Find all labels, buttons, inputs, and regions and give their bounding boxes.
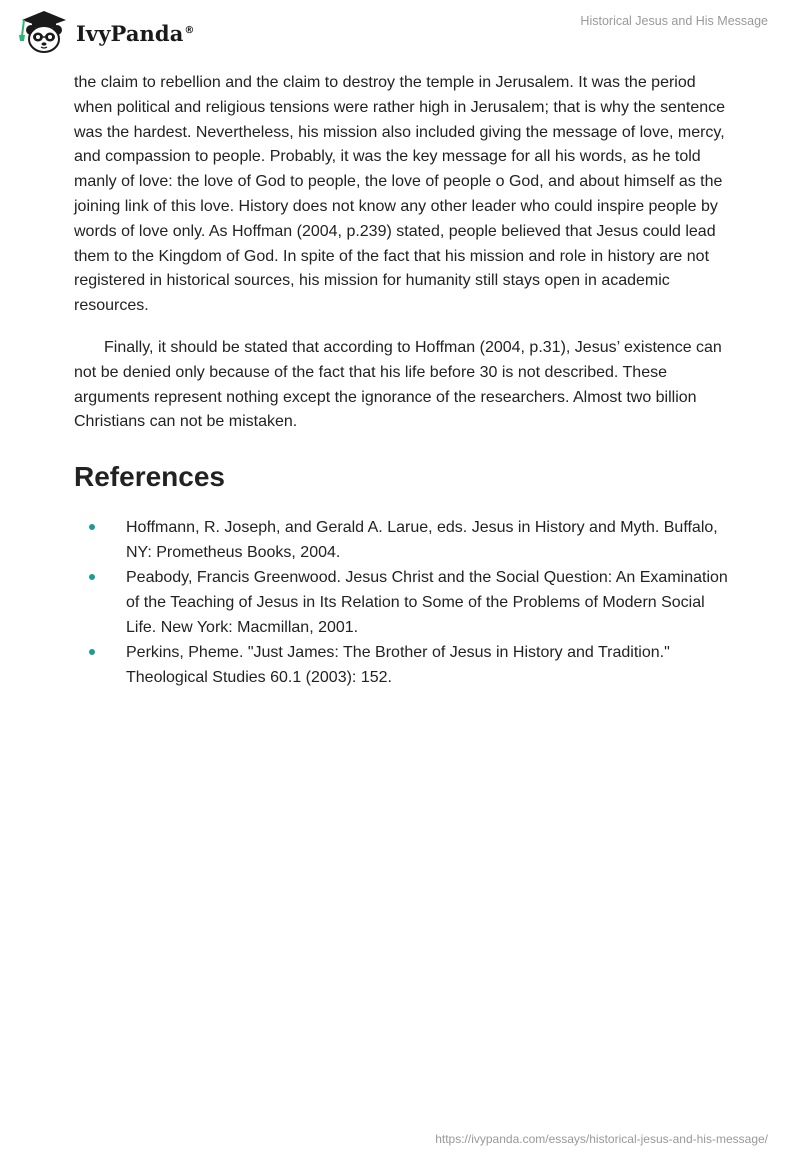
- reference-text: Peabody, Francis Greenwood. Jesus Christ and the Social Question: An Examination of the Teaching of Jesus in Its Relation to Some of the Problems of Modern Social Life. New York: Macmillan, 2001.: [126, 569, 728, 637]
- bullet-dot-icon: [89, 574, 95, 580]
- source-url-link[interactable]: https://ivypanda.com/essays/historical-jesus-and-his-message/: [435, 1132, 768, 1146]
- document-title: Historical Jesus and His Message: [580, 14, 768, 28]
- brand-logo[interactable]: [14, 8, 195, 54]
- references-list: [74, 515, 734, 690]
- references-heading: References: [74, 461, 225, 493]
- reference-item: [74, 515, 734, 565]
- reference-text: Perkins, Pheme. "Just James: The Brother of Jesus in History and Tradition." Theological Studies 60.1 (2003): 152.: [126, 644, 670, 687]
- bullet-dot-icon: [89, 524, 95, 530]
- reference-item: [74, 640, 734, 690]
- page-header: [0, 0, 800, 70]
- essay-content: [74, 71, 734, 690]
- panda-graduate-icon: [14, 8, 74, 54]
- registered-mark: ®: [184, 24, 195, 36]
- reference-text: Hoffmann, R. Joseph, and Gerald A. Larue, eds. Jesus in History and Myth. Buffalo, NY: Prometheus Books, 2004.: [126, 519, 718, 562]
- reference-item: [74, 565, 734, 640]
- body-paragraph-2: Finally, it should be stated that according to Hoffman (2004, p.31), Jesus’ existence can not be denied only because of the fact that his life before 30 is not described. These arguments represent nothing except the ignorance of the researchers. Almost two billion Christians can not be mistaken.: [74, 338, 722, 431]
- bullet-dot-icon: [89, 649, 95, 655]
- brand-name: IvyPanda®: [76, 20, 195, 46]
- body-paragraph-1: the claim to rebellion and the claim to destroy the temple in Jerusalem. It was the period when political and religious tensions were rather high in Jerusalem; that is why the sentence was the hardest. Nevertheless, his mission also included giving the message of love, mercy, and compassion to people. Probably, it was the key message for all his words, as he told manly of love: the love of God to people, the love of people o God, and about himself as the joining link of this love. History does not know any other leader who could inspire people by words of love only. As Hoffman (2004, p.239) stated, people believed that Jesus could lead them to the Kingdom of God. In spite of the fact that his mission and role in history are not registered in historical sources, his mission for humanity still stays open in academic resources.: [74, 74, 726, 315]
